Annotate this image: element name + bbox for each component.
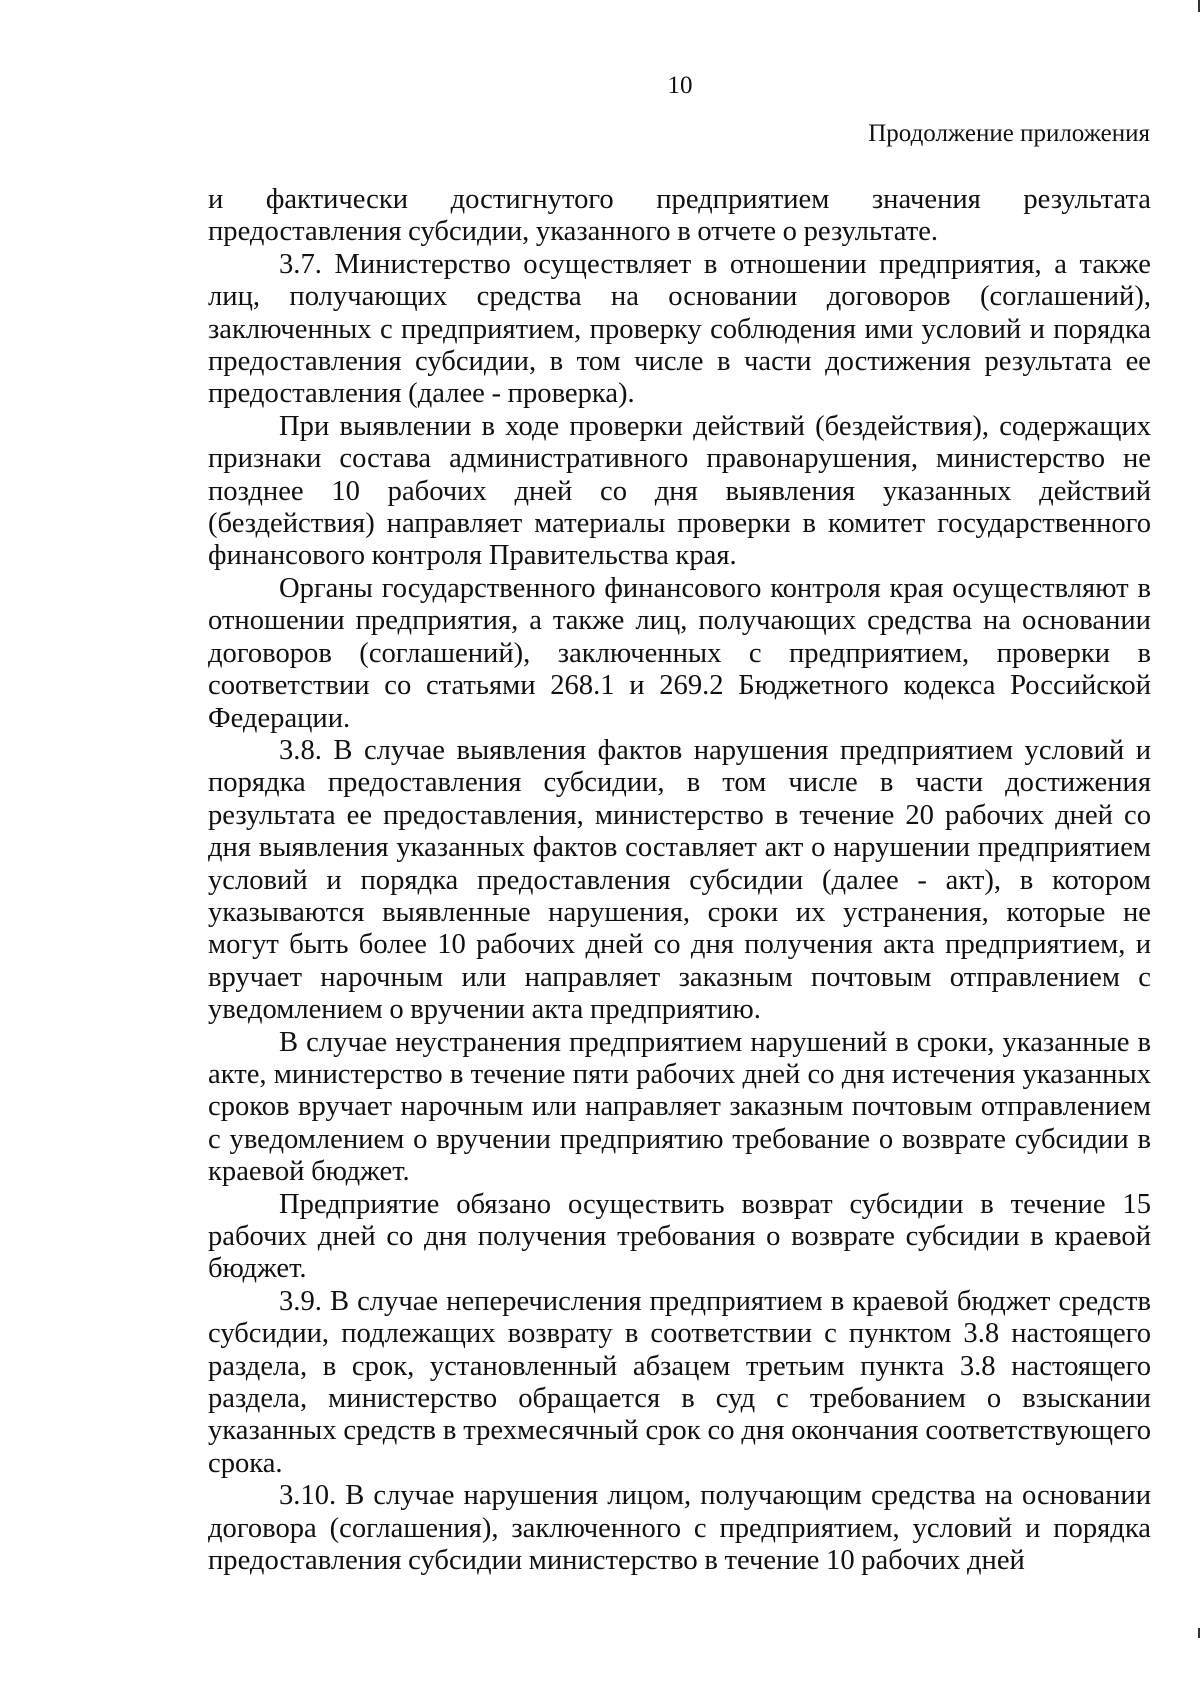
paragraph: Органы государственного финансового контроля края осуществляют в отношении предприятия, а также лиц, получающих средства на основании договоров (соглашений), заключенных с предприятием, проверки в соответствии со статьями 268.1 и 269.2 Бюджетного кодекса Российской Федерации. xyxy=(208,572,1151,734)
paragraph: 3.10. В случае нарушения лицом, получающим средства на основании договора (соглашения), заключенного с предприятием, условий и порядка предоставления субсидии министерство в течение 10 рабочих дней xyxy=(208,1480,1151,1577)
paragraph: 3.9. В случае неперечисления предприятием в краевой бюджет средств субсидии, подлежащих возврату в соответствии с пунктом 3.8 настоящего раздела, в срок, установленный абзацем третьим пункта 3.8 настоящего раздела, министерство обращается в суд с требованием о взыскании указанных средств в трехмесячный срок со дня окончания соответствующего срока. xyxy=(208,1285,1151,1479)
paragraph: 3.7. Министерство осуществляет в отношении предприятия, а также лиц, получающих средства на основании договоров (соглашений), заключенных с предприятием, проверку соблюдения ими условий и порядка предоставления субсидии, в том числе в части достижения результата ее предоставления (далее - проверка). xyxy=(208,248,1151,410)
paragraph: 3.8. В случае выявления фактов нарушения предприятием условий и порядка предоставления субсидии, в том числе в части достижения результата ее предоставления, министерство в течение 20 рабочих дней со дня выявления указанных фактов составляет акт о нарушении предприятием условий и порядка предоставления субсидии (далее - акт), в котором указываются выявленные нарушения, сроки их устранения, которые не могут быть более 10 рабочих дней со дня получения акта предприятием, и вручает нарочным или направляет заказным почтовым отправлением с уведомлением о вручении акта предприятию. xyxy=(208,734,1151,1026)
paragraph: и фактически достигнутого предприятием значения результата предоставления субсидии, указанного в отчете о результате. xyxy=(208,184,1151,248)
paragraph: В случае неустранения предприятием нарушений в сроки, указанные в акте, министерство в течение пяти рабочих дней со дня истечения указанных сроков вручает нарочным или направляет заказным почтовым отправлением с уведомлением о вручении предприятию требование о возврате субсидии в краевой бюджет. xyxy=(208,1026,1151,1188)
page-number: 10 xyxy=(667,72,693,99)
paragraph: При выявлении в ходе проверки действий (бездействия), содержащих признаки состава административного правонарушения, министерство не позднее 10 рабочих дней со дня выявления указанных действий (бездействия) направляет материалы проверки в комитет государственного финансового контроля Правительства края. xyxy=(208,410,1151,572)
paragraph: Предприятие обязано осуществить возврат субсидии в течение 15 рабочих дней со дня получения требования о возврате субсидии в краевой бюджет. xyxy=(208,1188,1151,1285)
running-header: Продолжение приложения xyxy=(868,120,1150,147)
body-text xyxy=(208,184,1151,1577)
